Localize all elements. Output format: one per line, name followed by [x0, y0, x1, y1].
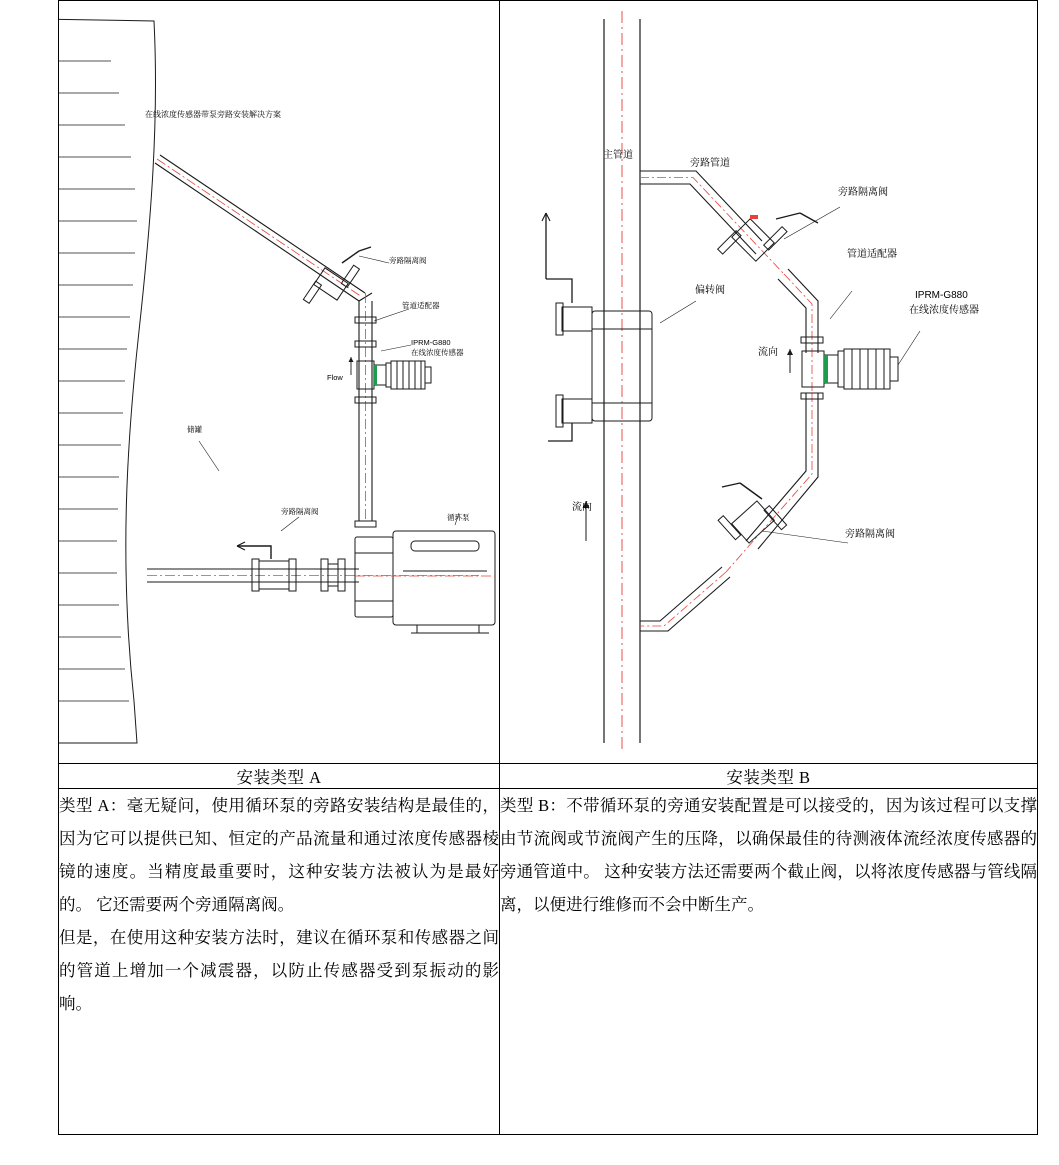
label-bypass-pipe-b: 旁路管道 — [690, 158, 730, 169]
figure-a-title: 在线浓度传感器带泵旁路安装解决方案 — [145, 110, 281, 119]
description-cell-a — [59, 789, 500, 1135]
label-pipe-adapter-a: 管道适配器 — [402, 301, 440, 310]
label-bypass-valve-bottom-b: 旁路隔离阀 — [845, 529, 895, 540]
label-main-pipe-b: 主管道 — [603, 150, 633, 161]
label-bypass-valve-top-a: 旁路隔离阀 — [389, 256, 427, 265]
label-sensor-model-b: IPRM-G880 — [915, 290, 968, 301]
diagram-b-svg — [500, 1, 1037, 763]
caption-a: 安装类型 A — [59, 764, 500, 789]
installation-comparison-table — [58, 0, 1038, 1135]
diagram-type-a — [59, 1, 499, 763]
label-bypass-valve-top-b: 旁路隔离阀 — [838, 187, 888, 198]
label-pipe-adapter-b: 管道适配器 — [847, 249, 897, 260]
description-a-paragraph-1: 类型 A：毫无疑问，使用循环泵的旁路安装结构是最佳的，因为它可以提供已知、恒定的产品流量和通过浓度传感器棱镜的速度。当精度最重要时，这种安装方法被认为是最好的。 它还需要两个旁通隔离阀。 — [59, 796, 499, 914]
description-row — [59, 789, 1038, 1135]
label-flow-lower-b: 流向 — [572, 502, 592, 513]
label-pump-a: 循环泵 — [447, 513, 470, 522]
label-bypass-valve-bottom-a: 旁路隔离阀 — [281, 507, 319, 516]
figure-cell-a — [59, 1, 500, 764]
label-sensor-name-b: 在线浓度传感器 — [909, 305, 979, 316]
label-butterfly-valve-b: 偏转阀 — [695, 285, 725, 296]
label-tank-a: 储罐 — [187, 425, 202, 434]
caption-row — [59, 764, 1038, 789]
description-cell-b — [500, 789, 1038, 1135]
label-sensor-model-a: IPRM-G880 — [411, 338, 451, 347]
diagram-type-b — [500, 1, 1037, 763]
description-b-paragraph-1: 类型 B：不带循环泵的旁通安装配置是可以接受的，因为该过程可以支撑由节流阀或节流阀产生的压降，以确保最佳的待测液体流经浓度传感器的旁通管道中。 这种安装方法还需要两个截止阀，以将浓度传感器与管线隔离，以便进行维修而不会中断生产。 — [500, 796, 1037, 914]
description-a-paragraph-2: 但是，在使用这种安装方法时，建议在循环泵和传感器之间的管道上增加一个减震器，以防止传感器受到泵振动的影响。 — [59, 928, 499, 1013]
label-flow-a: Flow — [327, 373, 343, 382]
label-flow-upper-b: 流向 — [758, 347, 778, 358]
figure-cell-b — [500, 1, 1038, 764]
figure-row — [59, 1, 1038, 764]
caption-b: 安装类型 B — [500, 764, 1038, 789]
label-sensor-name-a: 在线浓度传感器 — [411, 348, 464, 357]
